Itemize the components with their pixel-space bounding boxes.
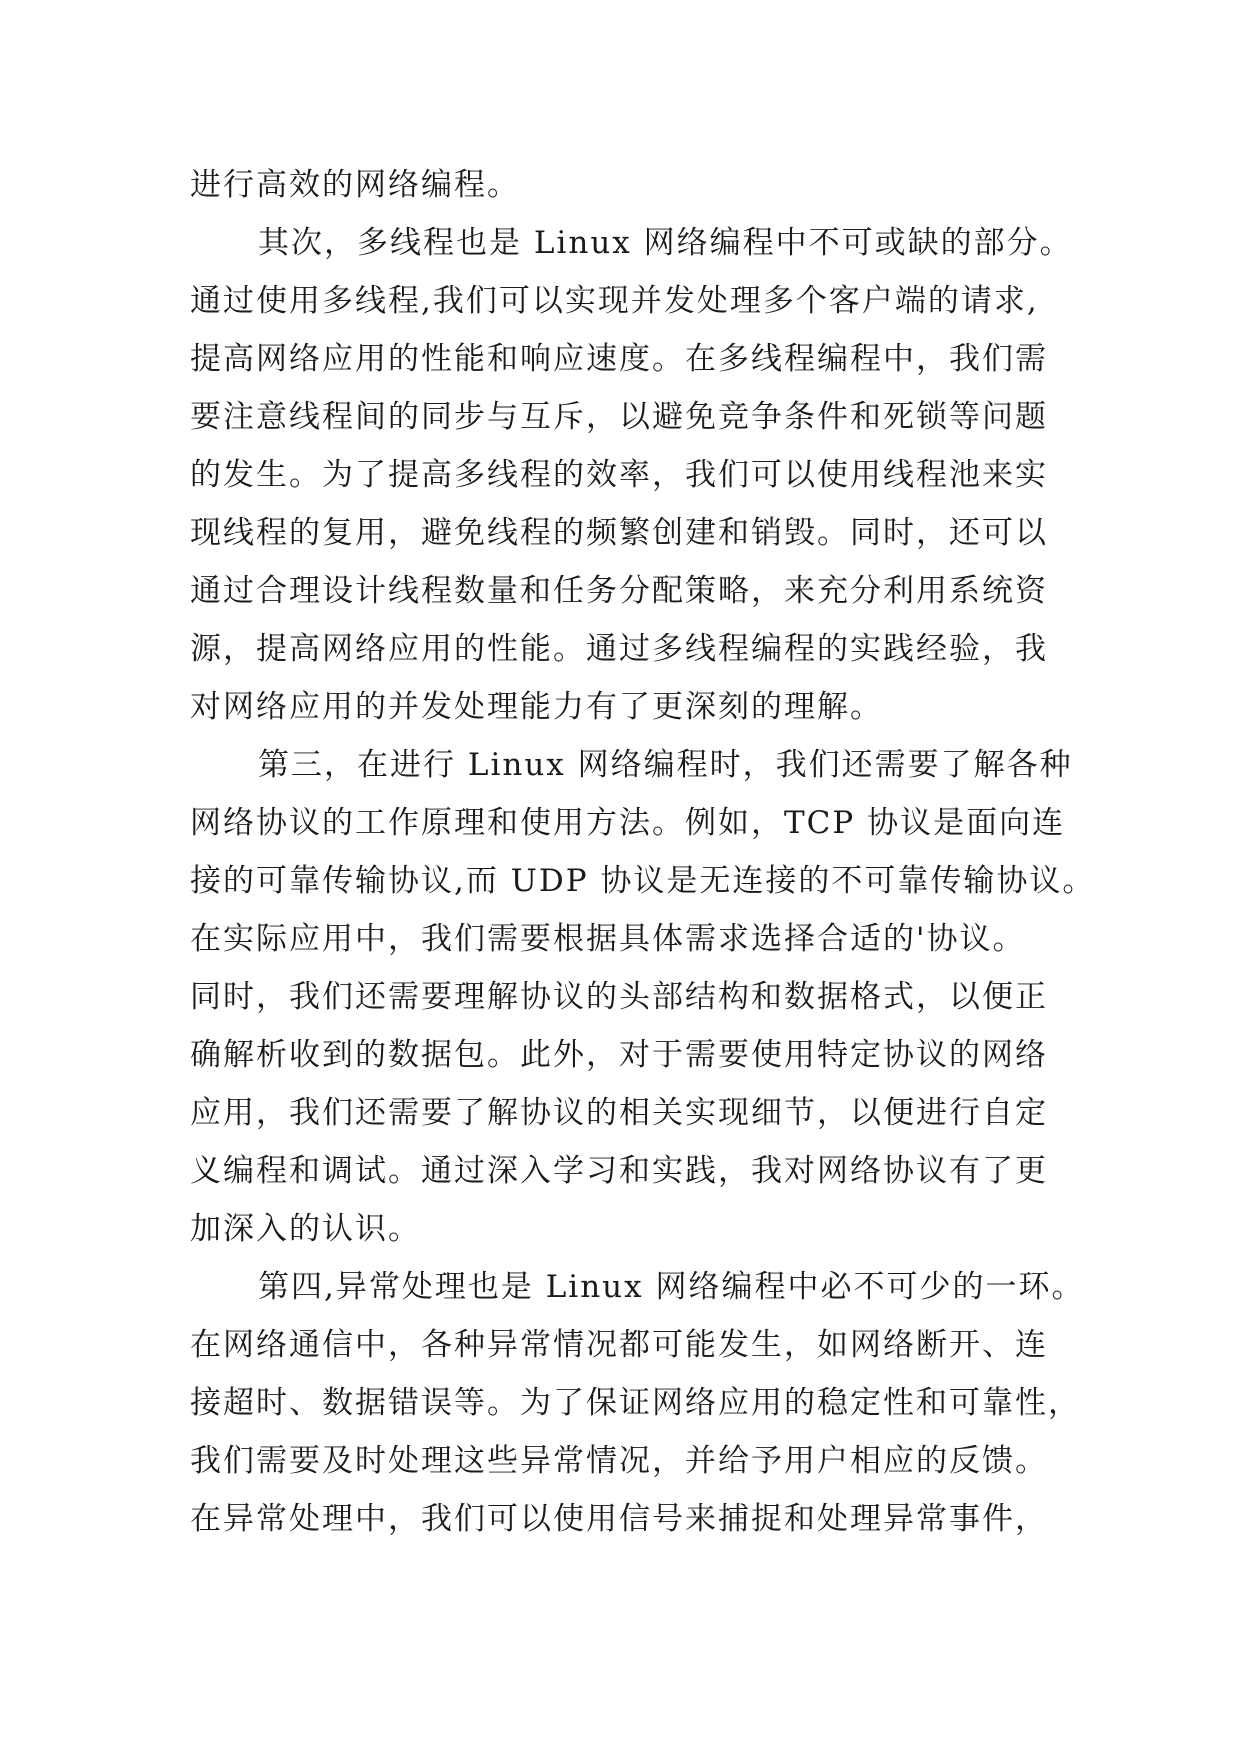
text-line: 源，提高网络应用的性能。通过多线程编程的实践经验，我 [190,631,1048,667]
paragraph [190,214,1073,736]
text-line: 第四,异常处理也是 Linux 网络编程中必不可少的一环。 [258,1269,1085,1305]
text-line: 其次，多线程也是 Linux 网络编程中不可或缺的部分。 [258,225,1073,261]
text-line: 我们需要及时处理这些异常情况，并给予用户相应的反馈。 [190,1443,1048,1479]
text-line: 进行高效的网络编程。 [190,167,520,203]
text-line: 义编程和调试。通过深入学习和实践，我对网络协议有了更 [190,1153,1048,1189]
text-line: 第三，在进行 Linux 网络编程时，我们还需要了解各种 [258,747,1073,783]
text-line: 在异常处理中，我们可以使用信号来捕捉和处理异常事件， [190,1501,1048,1537]
text-line: 应用，我们还需要了解协议的相关实现细节，以便进行自定 [190,1095,1048,1131]
text-line: 的发生。为了提高多线程的效率，我们可以使用线程池来实 [190,457,1048,493]
text-line: 网络协议的工作原理和使用方法。例如，TCP 协议是面向连 [190,805,1066,841]
text-line: 在实际应用中，我们需要根据具体需求选择合适的'协议。 [190,921,1026,957]
text-line: 提高网络应用的性能和响应速度。在多线程编程中，我们需 [190,341,1048,377]
text-line: 通过合理设计线程数量和任务分配策略，来充分利用系统资 [190,573,1048,609]
text-line: 在网络通信中，各种异常情况都可能发生，如网络断开、连 [190,1327,1048,1363]
text-line: 现线程的复用，避免线程的频繁创建和销毁。同时，还可以 [190,515,1048,551]
paragraph [190,736,1096,1258]
text-line: 接的可靠传输协议,而 UDP 协议是无连接的不可靠传输协议。 [190,863,1096,899]
paragraph [190,156,1070,214]
text-line: 接超时、数据错误等。为了保证网络应用的稳定性和可靠性， [190,1385,1081,1421]
text-line: 对网络应用的并发处理能力有了更深刻的理解。 [190,689,883,725]
text-line: 确解析收到的数据包。此外，对于需要使用特定协议的网络 [190,1037,1048,1073]
paragraph [190,1258,1085,1548]
text-line: 通过使用多线程,我们可以实现并发处理多个客户端的请求, [190,283,1039,319]
text-line: 要注意线程间的同步与互斥，以避免竞争条件和死锁等问题 [190,399,1048,435]
document-body [190,156,1096,1548]
text-line: 加深入的认识。 [190,1211,421,1247]
text-line: 同时，我们还需要理解协议的头部结构和数据格式，以便正 [190,979,1048,1015]
